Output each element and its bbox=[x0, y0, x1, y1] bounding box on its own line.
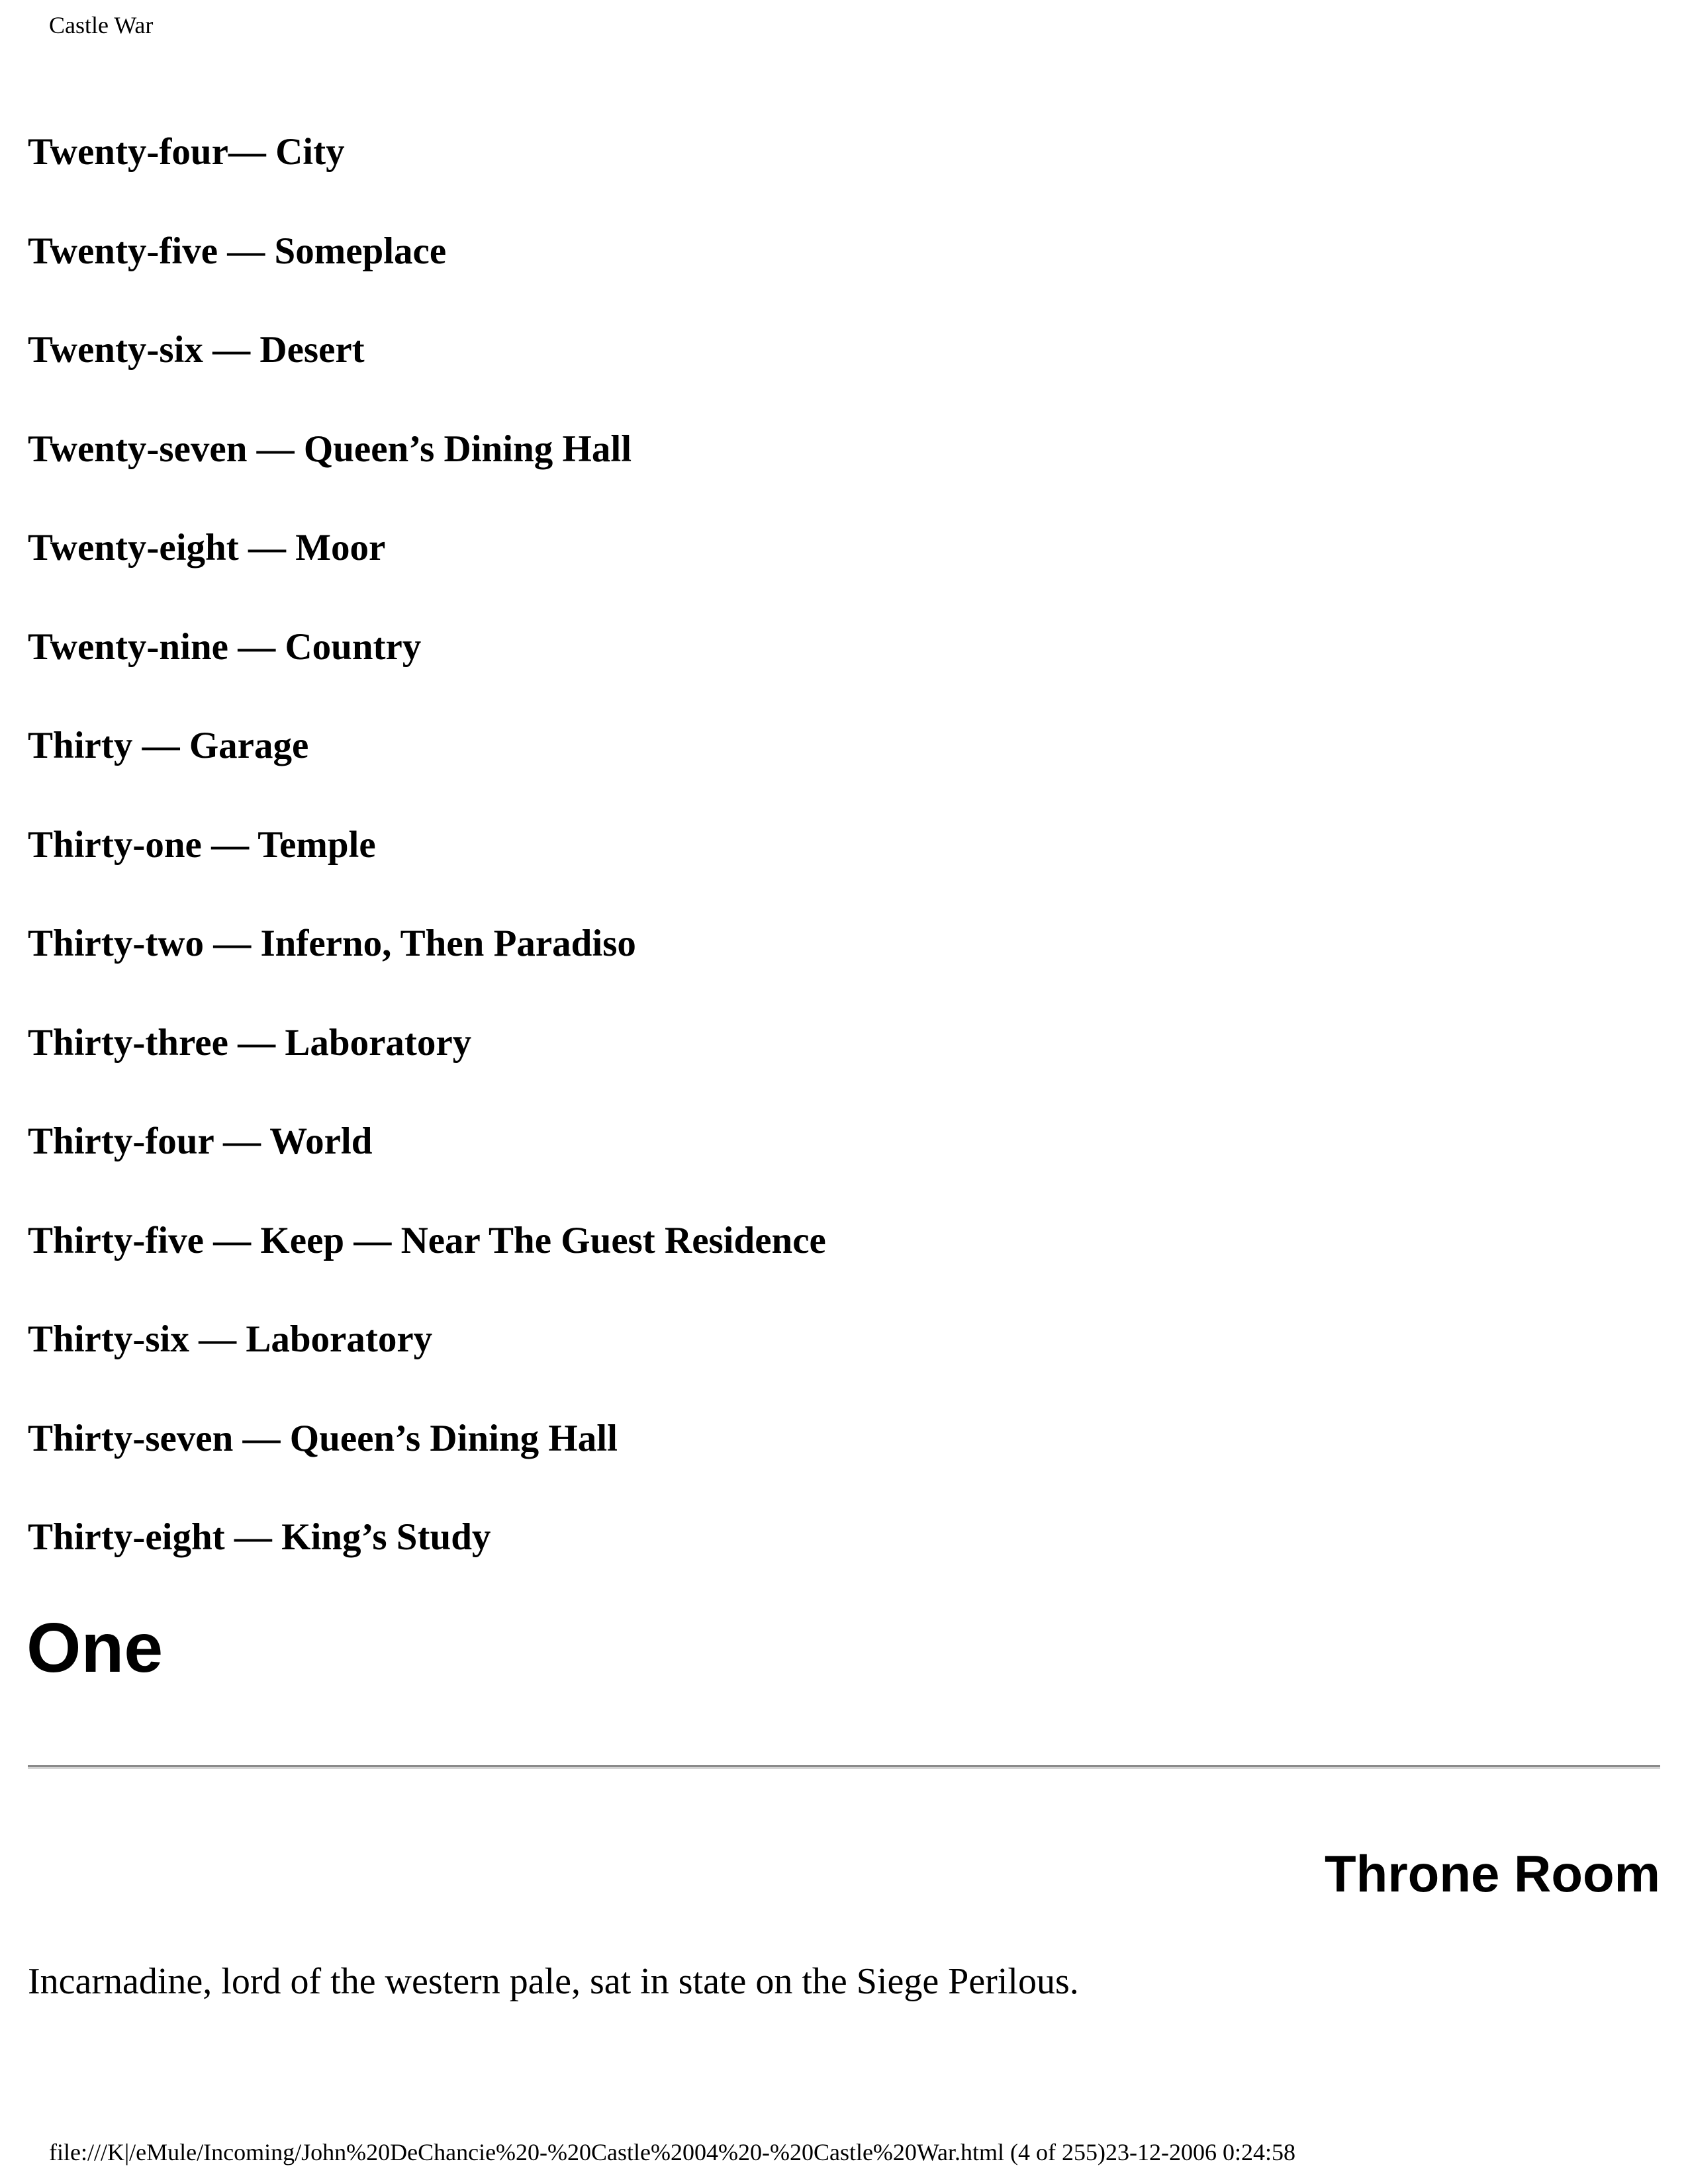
toc-item: Thirty-six — Laboratory bbox=[28, 1318, 433, 1360]
toc-item: Twenty-nine — Country bbox=[28, 625, 422, 668]
body-paragraph: Incarnadine, lord of the western pale, sat in state on the Siege Perilous. bbox=[28, 1961, 1079, 2002]
toc-item: Twenty-six — Desert bbox=[28, 329, 365, 371]
toc-item: Thirty-four — World bbox=[28, 1120, 373, 1162]
toc-item: Twenty-seven — Queen’s Dining Hall bbox=[28, 428, 632, 470]
toc-item: Thirty-two — Inferno, Then Paradiso bbox=[28, 923, 636, 964]
toc-item: Thirty-three — Laboratory bbox=[28, 1021, 472, 1064]
horizontal-rule bbox=[28, 1765, 1660, 1769]
toc-item: Twenty-eight — Moor bbox=[28, 527, 386, 569]
section-title: Throne Room bbox=[1325, 1844, 1660, 1903]
page-footer-path: file:///K|/eMule/Incoming/John%20DeChancie%20-%20Castle%2004%20-%20Castle%20War.html (4 of 255)23-12-2006 0:24:58 bbox=[49, 2139, 1295, 2165]
toc-item: Thirty-seven — Queen’s Dining Hall bbox=[28, 1417, 618, 1459]
chapter-title: One bbox=[26, 1609, 164, 1687]
toc-item: Twenty-four— City bbox=[28, 131, 345, 173]
toc-item: Thirty — Garage bbox=[28, 725, 309, 766]
toc-item: Twenty-five — Someplace bbox=[28, 230, 447, 272]
page-header-title: Castle War bbox=[49, 12, 154, 38]
table-of-contents bbox=[28, 126, 1656, 1610]
toc-item: Thirty-eight — King’s Study bbox=[28, 1516, 491, 1558]
toc-item: Thirty-five — Keep — Near The Guest Residence bbox=[28, 1219, 826, 1261]
toc-item: Thirty-one — Temple bbox=[28, 823, 376, 866]
